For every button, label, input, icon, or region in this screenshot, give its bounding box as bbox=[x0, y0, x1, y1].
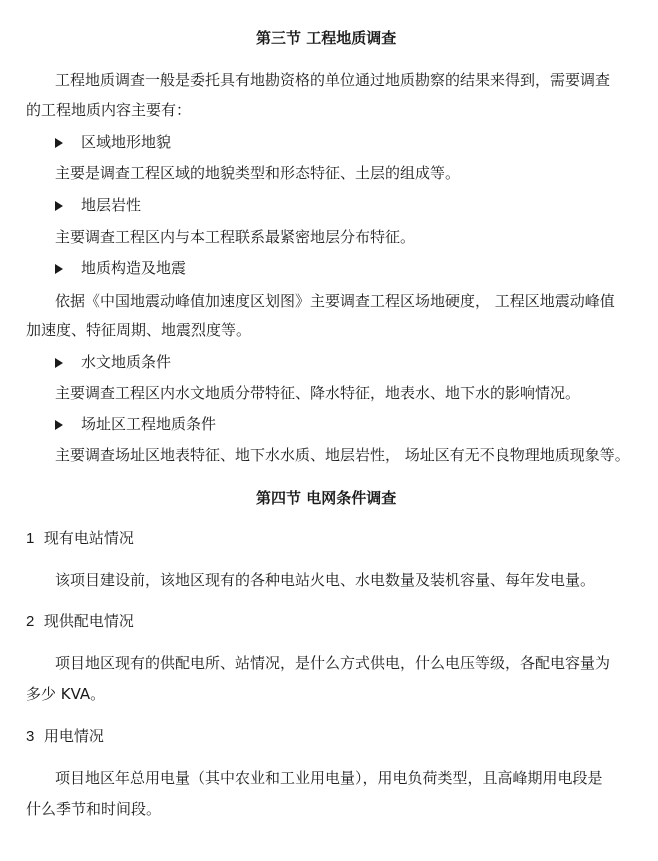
item-description: 加速度、特征周期、地震烈度等。 bbox=[26, 321, 252, 339]
bullet-item-stratum bbox=[55, 195, 141, 215]
subsection-heading bbox=[26, 726, 104, 747]
bullet-item-terrain bbox=[55, 132, 171, 152]
subsection-title: 用电情况 bbox=[43, 727, 104, 745]
bullet-item-site-geology bbox=[55, 414, 216, 434]
bullet-item-geology-earthquake bbox=[55, 258, 186, 278]
subsection-number: 3 bbox=[26, 728, 35, 745]
item-description: 主要调查工程区内与本工程联系最紧密地层分布特征。 bbox=[55, 228, 416, 246]
section3-intro-line1: 工程地质调查一般是委托具有地勘资格的单位通过地质勘察的结果来得到，需要调查 bbox=[55, 71, 611, 89]
subsection-body: 项目地区现有的供配电所、站情况，是什么方式供电，什么电压等级，各配电容量为 bbox=[55, 654, 611, 672]
triangle-right-icon bbox=[55, 358, 63, 368]
subsection-heading bbox=[26, 611, 134, 632]
subsection-heading bbox=[26, 528, 134, 549]
bullet-label: 水文地质条件 bbox=[81, 353, 172, 371]
triangle-right-icon bbox=[55, 138, 63, 148]
triangle-right-icon bbox=[55, 201, 63, 211]
subsection-title: 现供配电情况 bbox=[43, 612, 134, 630]
triangle-right-icon bbox=[55, 420, 63, 430]
item-description: 依据《中国地震动峰值加速度区划图》主要调查工程区场地硬度， 工程区地震动峰值 bbox=[55, 292, 615, 310]
bullet-label: 区域地形地貌 bbox=[81, 133, 172, 151]
bullet-label: 地质构造及地震 bbox=[81, 259, 187, 277]
subsection-body: 多少 KVA。 bbox=[26, 685, 106, 703]
subsection-title: 现有电站情况 bbox=[43, 529, 134, 547]
section3-intro-line2: 的工程地质内容主要有： bbox=[26, 101, 192, 119]
subsection-number: 2 bbox=[26, 613, 35, 630]
section4-title: 第四节 电网条件调查 bbox=[256, 489, 397, 507]
bullet-item-hydrogeology bbox=[55, 352, 171, 372]
triangle-right-icon bbox=[55, 264, 63, 274]
subsection-body: 项目地区年总用电量（其中农业和工业用电量），用电负荷类型，且高峰期用电段是 bbox=[55, 769, 603, 787]
subsection-number: 1 bbox=[26, 530, 35, 547]
item-description: 主要调查工程区内水文地质分带特征、降水特征，地表水、地下水的影响情况。 bbox=[55, 384, 581, 402]
subsection-body: 该项目建设前，该地区现有的各种电站火电、水电数量及装机容量、每年发电量。 bbox=[55, 571, 596, 589]
bullet-label: 场址区工程地质条件 bbox=[81, 415, 217, 433]
item-description: 主要调查场址区地表特征、地下水水质、地层岩性， 场址区有无不良物理地质现象等。 bbox=[55, 446, 630, 464]
bullet-label: 地层岩性 bbox=[81, 196, 142, 214]
item-description: 主要是调查工程区域的地貌类型和形态特征、土层的组成等。 bbox=[55, 164, 461, 182]
subsection-body: 什么季节和时间段。 bbox=[26, 800, 162, 818]
section3-title: 第三节 工程地质调查 bbox=[256, 29, 397, 47]
